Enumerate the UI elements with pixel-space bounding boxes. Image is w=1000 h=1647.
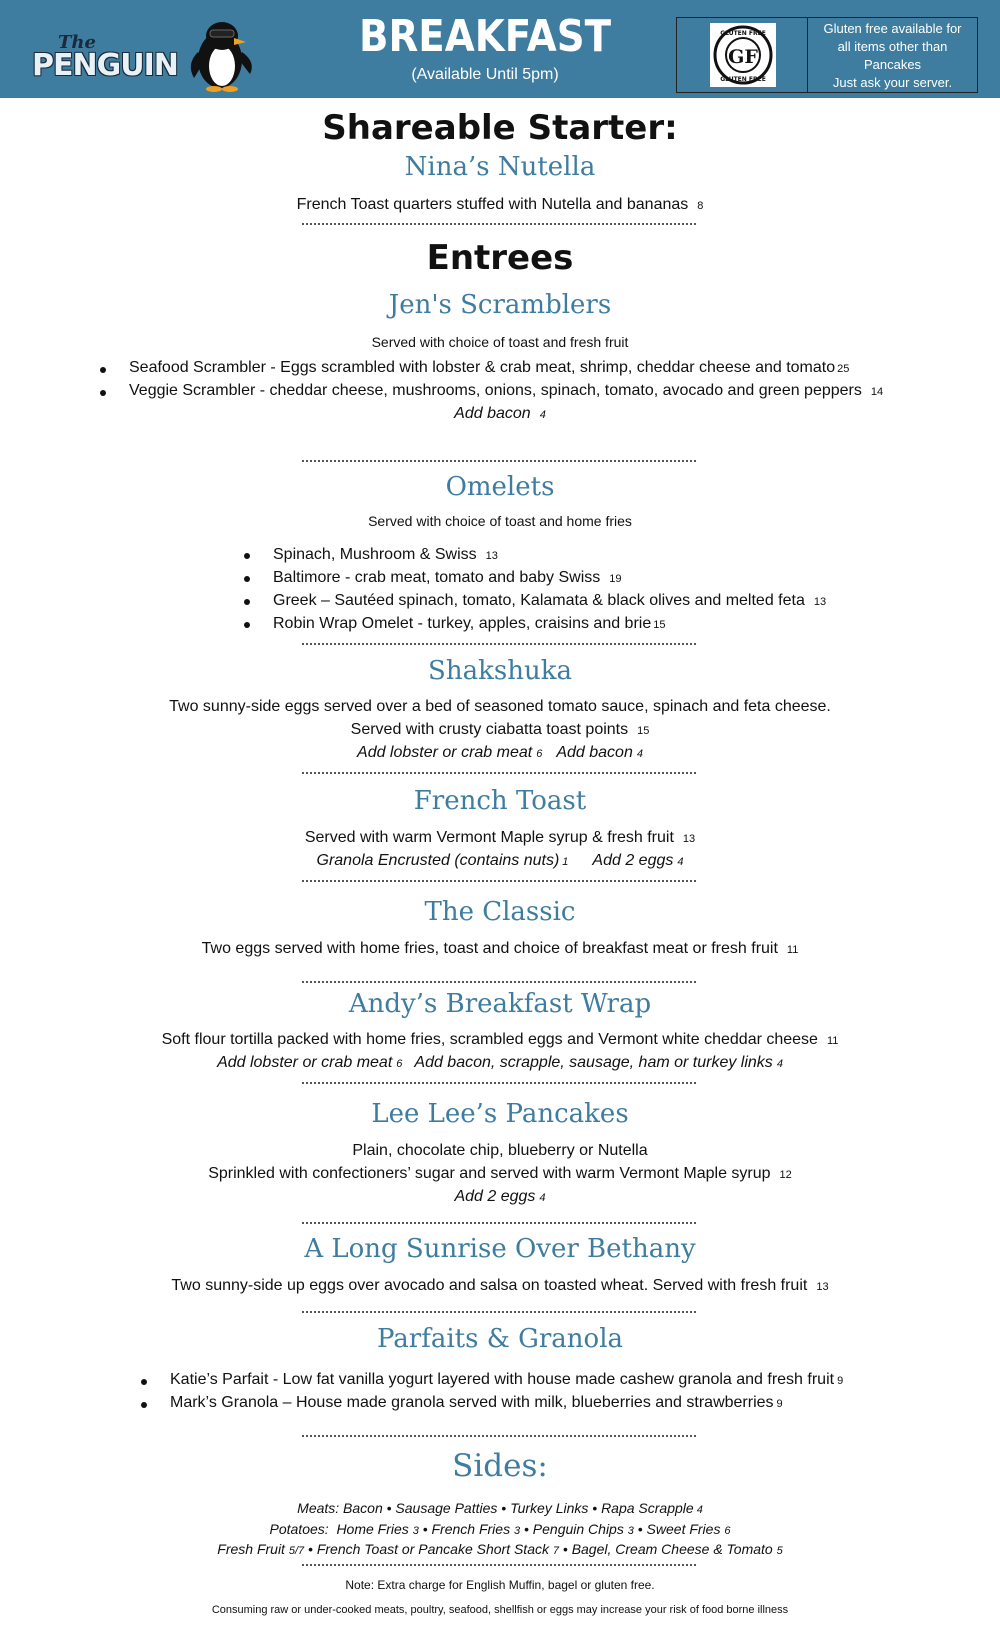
starter-item-desc (0, 196, 1000, 214)
gluten-free-note (808, 20, 977, 92)
dotted-divider (302, 772, 696, 774)
gf-note-line-2: all items other than (837, 39, 948, 54)
sunrise-desc (0, 1277, 1000, 1295)
menu-title: BREAKFAST (358, 11, 612, 62)
side-potato-price: 3 (513, 1525, 521, 1537)
parfait-item (170, 1371, 843, 1389)
french-toast-desc (0, 829, 1000, 847)
gluten-free-box (676, 17, 978, 93)
gf-note-line-4: Just ask your server. (832, 75, 953, 90)
side-fruit-name: Fresh Fruit (217, 1541, 285, 1557)
wrap-desc (0, 1031, 1000, 1049)
extra-charge-note: Note: Extra charge for English Muffin, bagel or gluten free. (345, 1578, 655, 1592)
scrambler-item (129, 359, 849, 377)
shakshuka-line-2-text: Served with crusty ciabatta toast points (350, 721, 629, 738)
bullet-dot (100, 367, 106, 373)
omelet-item-price: 15 (653, 619, 666, 631)
sunrise-title: A Long Sunrise Over Bethany (304, 1234, 696, 1264)
starter-heading: Shareable Starter: (322, 108, 678, 148)
dotted-divider (302, 1564, 696, 1566)
logo-name-text: PENGUIN (32, 48, 178, 83)
classic-desc (0, 940, 1000, 958)
sides-potatoes: Potatoes: Home Fries 3 • French Fries 3 • Penguin Chips 3 • Sweet Fries 6 (269, 1521, 731, 1537)
sides-meats-text: Meats: Bacon • Sausage Patties • Turkey Links • Rapa Scrapple (297, 1500, 694, 1516)
scramblers-subtitle: Served with choice of toast and fresh fruit (371, 334, 629, 350)
sides-title: Sides: (452, 1448, 548, 1484)
side-short-stack-price: 7 (552, 1545, 559, 1557)
wrap-desc-text: Soft flour tortilla packed with home fries, scrambled eggs and Vermont white cheddar cheese (161, 1031, 818, 1048)
sides-meats (0, 1500, 1000, 1516)
shakshuka-addon-1: Add lobster or crab meat (357, 744, 533, 761)
bullet-dot (244, 622, 250, 628)
wrap-title: Andy’s Breakfast Wrap (348, 989, 652, 1019)
sides-meats-price: 4 (696, 1504, 703, 1516)
header-banner (0, 0, 1000, 98)
omelet-item (273, 592, 826, 610)
gf-ring-text-top: GLUTEN FREE (720, 30, 766, 37)
french-toast-addon-2-price: 4 (677, 856, 684, 868)
food-safety-disclaimer: Consuming raw or under-cooked meats, poultry, seafood, shellfish or eggs may increase your risk of food borne illness (211, 1604, 789, 1616)
parfait-item-text: Mark’s Granola – House made granola served with milk, blueberries and strawberries (170, 1394, 774, 1411)
dotted-divider (302, 460, 696, 462)
scrambler-item (129, 382, 883, 400)
gluten-free-badge (710, 23, 776, 87)
scrambler-item-price: 25 (837, 363, 850, 375)
pancakes-line-2 (0, 1165, 1000, 1183)
omelet-item (273, 569, 622, 587)
sunrise-price: 13 (816, 1281, 829, 1293)
dotted-divider (302, 1435, 696, 1437)
scrambler-item-text: Veggie Scrambler - cheddar cheese, mushrooms, onions, spinach, tomato, avocado and green peppers (129, 382, 862, 399)
parfait-item-price: 9 (776, 1398, 783, 1410)
gf-ring-text-bottom: GLUTEN FREE (720, 76, 766, 83)
gluten-free-seal-icon (710, 23, 776, 87)
french-toast-desc-text: Served with warm Vermont Maple syrup & fresh fruit (304, 829, 674, 846)
starter-price: 8 (697, 200, 704, 212)
side-short-stack-name: French Toast or Pancake Short Stack (316, 1541, 549, 1557)
pancakes-addon (0, 1188, 1000, 1206)
scrambler-item-text: Seafood Scrambler - Eggs scrambled with lobster & crab meat, shrimp, cheddar cheese and tomato (129, 359, 836, 376)
side-bagel-price: 5 (776, 1545, 783, 1557)
classic-title: The Classic (424, 897, 576, 927)
gluten-free-logo-cell (677, 18, 808, 92)
pancakes-addon-text: Add 2 eggs (454, 1188, 536, 1205)
french-toast-addons (0, 852, 1000, 870)
shakshuka-price: 15 (637, 725, 650, 737)
side-bagel-name: Bagel, Cream Cheese & Tomato (571, 1541, 773, 1557)
omelet-item (273, 615, 665, 633)
side-potato-name: Sweet Fries (646, 1521, 721, 1537)
shakshuka-addon-2: Add bacon (556, 744, 633, 761)
parfait-item (170, 1394, 783, 1412)
omelet-item-text: Robin Wrap Omelet - turkey, apples, craisins and brie (273, 615, 652, 632)
wrap-addons (0, 1054, 1000, 1072)
omelets-title: Omelets (445, 472, 555, 502)
parfait-item-price: 9 (837, 1375, 844, 1387)
dotted-divider (302, 1311, 696, 1313)
side-fruit-price: 5/7 (288, 1545, 305, 1557)
sunrise-desc-text: Two sunny-side up eggs over avocado and salsa on toasted wheat. Served with fresh fruit (171, 1277, 808, 1294)
pancakes-addon-price: 4 (539, 1192, 546, 1204)
pancakes-price: 12 (779, 1169, 792, 1181)
dotted-divider (302, 643, 696, 645)
bullet-dot (141, 1379, 147, 1385)
french-toast-addon-2: Add 2 eggs (592, 852, 674, 869)
scramblers-addon (0, 405, 1000, 423)
parfaits-title: Parfaits & Granola (376, 1324, 624, 1354)
sides-other: Fresh Fruit 5/7 • French Toast or Pancake Short Stack 7 • Bagel, Cream Cheese & Tomato 5 (217, 1541, 783, 1557)
parfait-item-text: Katie’s Parfait - Low fat vanilla yogurt layered with house made cashew granola and fresh fruit (170, 1371, 835, 1388)
bullet-dot (100, 390, 106, 396)
shakshuka-line-1: Two sunny-side eggs served over a bed of seasoned tomato sauce, spinach and feta cheese. (169, 698, 831, 715)
shakshuka-addon-1-price: 6 (536, 748, 543, 760)
dotted-divider (302, 880, 696, 882)
gf-badge-text: GF (728, 46, 758, 68)
omelet-item-text: Spinach, Mushroom & Swiss (273, 546, 477, 563)
pancakes-line-2-text: Sprinkled with confectioners’ sugar and served with warm Vermont Maple syrup (208, 1165, 771, 1182)
shakshuka-line-2 (0, 721, 1000, 739)
wrap-addon-2: Add bacon, scrapple, sausage, ham or turkey links (414, 1054, 773, 1071)
omelet-item-price: 13 (485, 550, 498, 562)
wrap-addon-1-price: 6 (396, 1058, 403, 1070)
starter-item-name: Nina’s Nutella (404, 152, 596, 182)
penguin-icon (180, 12, 260, 92)
omelet-item-price: 13 (813, 596, 827, 608)
scramblers-title: Jen's Scramblers (388, 290, 612, 320)
wrap-addon-1: Add lobster or crab meat (217, 1054, 393, 1071)
scramblers-addon-price: 4 (539, 409, 546, 421)
starter-desc-text: French Toast quarters stuffed with Nutella and bananas (296, 196, 689, 213)
dotted-divider (302, 1222, 696, 1224)
shakshuka-addon-2-price: 4 (636, 748, 643, 760)
gf-note-line-3: Pancakes (863, 57, 922, 72)
bullet-dot (244, 553, 250, 559)
dotted-divider (302, 1082, 696, 1084)
classic-desc-text: Two eggs served with home fries, toast and choice of breakfast meat or fresh fruit (201, 940, 778, 957)
shakshuka-title: Shakshuka (428, 656, 572, 686)
french-toast-addon-1-price: 1 (562, 856, 569, 868)
scrambler-item-price: 14 (870, 386, 884, 398)
bullet-dot (141, 1402, 147, 1408)
wrap-addon-2-price: 4 (776, 1058, 783, 1070)
entrees-heading: Entrees (426, 238, 574, 278)
bullet-dot (244, 576, 250, 582)
side-potato-price: 3 (412, 1525, 419, 1537)
logo-the-text: The (58, 32, 96, 53)
bullet-dot (244, 599, 250, 605)
omelet-item-price: 19 (609, 573, 622, 585)
side-potato-name: Penguin Chips (532, 1521, 624, 1537)
side-potato-name: French Fries (431, 1521, 511, 1537)
french-toast-price: 13 (682, 833, 696, 845)
gf-note-line-1: Gluten free available for (823, 21, 962, 36)
omelets-subtitle: Served with choice of toast and home fries (368, 513, 632, 529)
sides-potatoes-label: Potatoes: (269, 1521, 329, 1537)
pancakes-line-1: Plain, chocolate chip, blueberry or Nutella (352, 1142, 648, 1159)
side-potato-name: Home Fries (336, 1521, 409, 1537)
menu-availability: (Available Until 5pm) (411, 66, 559, 83)
shakshuka-addons (0, 744, 1000, 762)
french-toast-addon-1: Granola Encrusted (contains nuts) (316, 852, 560, 869)
side-potato-price: 3 (627, 1525, 634, 1537)
side-potato-price: 6 (724, 1525, 731, 1537)
french-toast-title: French Toast (413, 786, 587, 816)
penguin-logo (30, 8, 260, 92)
wrap-price: 11 (826, 1035, 839, 1047)
classic-price: 11 (786, 944, 799, 956)
dotted-divider (302, 981, 696, 983)
scramblers-addon-text: Add bacon (454, 405, 531, 422)
dotted-divider (302, 223, 696, 225)
omelet-item-text: Baltimore - crab meat, tomato and baby Swiss (273, 569, 601, 586)
pancakes-title: Lee Lee’s Pancakes (371, 1099, 629, 1129)
omelet-item (273, 546, 498, 564)
omelet-item-text: Greek – Sautéed spinach, tomato, Kalamata & black olives and melted feta (273, 592, 805, 609)
